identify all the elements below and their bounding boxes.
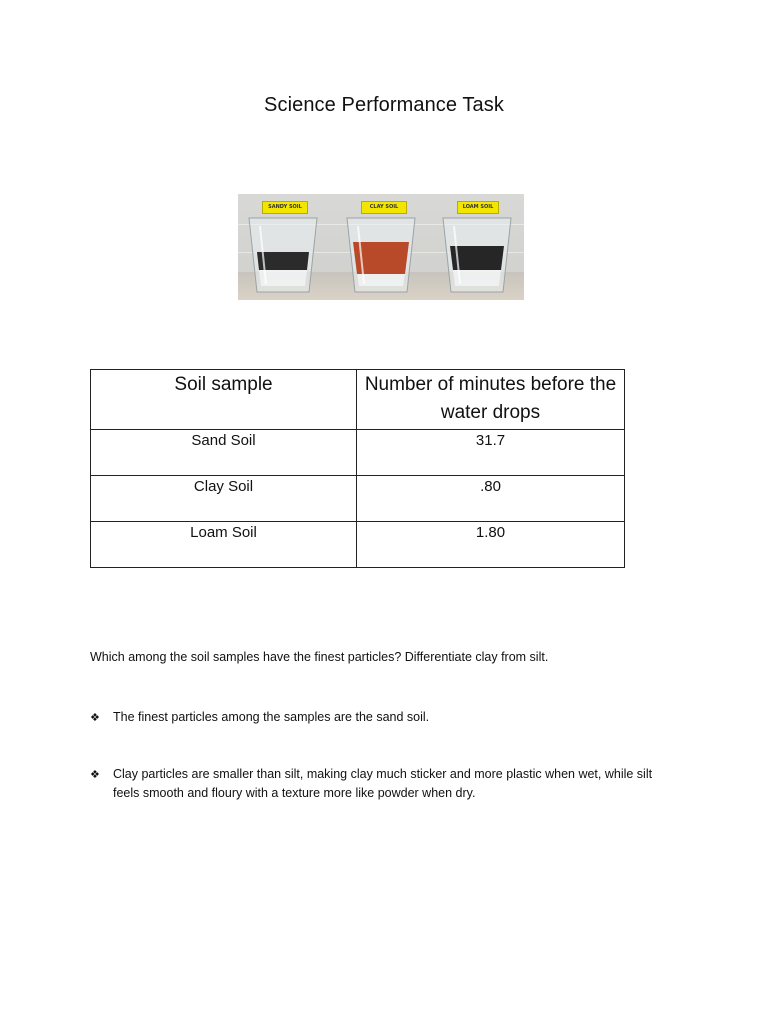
answer-text: The finest particles among the samples are the sand soil.: [113, 710, 430, 724]
sandy-soil-cup: [246, 214, 320, 294]
soil-data-table: [90, 369, 625, 568]
table-row: [91, 430, 625, 476]
table-cell: 31.7: [357, 430, 625, 476]
column-header-minutes: Number of minutes before the water drops: [357, 370, 625, 430]
answer-item: [90, 708, 680, 727]
cup-label-loam: LOAM SOIL: [457, 201, 499, 214]
answer-item: [90, 765, 670, 803]
table-cell: Sand Soil: [91, 430, 357, 476]
clay-soil-cup: [344, 214, 418, 294]
cup-label-clay: CLAY SOIL: [361, 201, 407, 214]
cup-label-sandy: SANDY SOIL: [262, 201, 308, 214]
column-header-soil-sample: Soil sample: [91, 370, 357, 430]
table-header-row: [91, 370, 625, 430]
diamond-bullet-icon: ❖: [90, 768, 100, 781]
table-row: [91, 476, 625, 522]
table-row: [91, 522, 625, 568]
loam-soil-cup: [440, 214, 514, 294]
answer-text: Clay particles are smaller than silt, making clay much sticker and more plastic when wet, while silt feels smooth and floury with a texture more like powder when dry.: [113, 767, 653, 800]
table-cell: 1.80: [357, 522, 625, 568]
page-title: Science Performance Task: [264, 94, 504, 116]
table-cell: Loam Soil: [91, 522, 357, 568]
soil-cups-photo: [238, 194, 524, 300]
question-text: Which among the soil samples have the finest particles? Differentiate clay from silt.: [90, 650, 549, 664]
table-cell: Clay Soil: [91, 476, 357, 522]
table-cell: .80: [357, 476, 625, 522]
diamond-bullet-icon: ❖: [90, 711, 100, 724]
